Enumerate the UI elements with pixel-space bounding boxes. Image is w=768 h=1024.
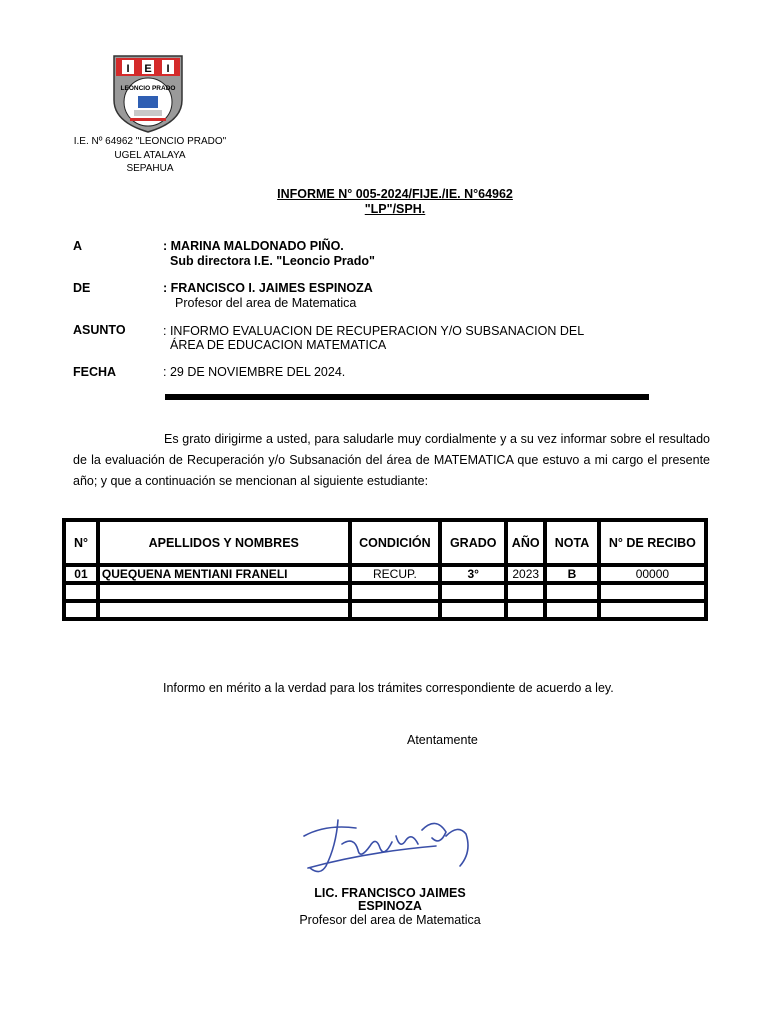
subject-line-2: ÁREA DE EDUCACION MATEMATICA <box>170 338 387 352</box>
ugel-name: UGEL ATALAYA <box>114 150 186 161</box>
subject-line-1: : INFORMO EVALUACION DE RECUPERACION Y/O SUBSANACION DEL <box>163 324 585 338</box>
cell-year: 2023 <box>508 567 543 581</box>
closing-statement: Informo en mérito a la verdad para los trámites correspondiente de acuerdo a ley. <box>163 681 614 695</box>
table-header-row <box>66 522 704 563</box>
cell-number <box>66 585 96 599</box>
from-role: Profesor del area de Matematica <box>175 296 357 310</box>
from-name: : FRANCISCO I. JAIMES ESPINOZA <box>163 281 373 295</box>
cell-condition <box>352 585 439 599</box>
col-header-condition <box>352 522 439 563</box>
report-title: INFORME N° 005-2024/FIJE./IE. N°64962 <box>277 187 513 201</box>
body-paragraph: Es grato dirigirme a usted, para saludarle muy cordialmente y a su vez informar sobre el resultado de la evaluación de Recuperación y/o Subsanación del área de MATEMATICA que estuvo a mi cargo el presente año; y que a continuación se mencionan al siguiente estudiante: <box>73 432 710 488</box>
cell-receipt <box>601 603 704 617</box>
signer-name-line-2: ESPINOZA <box>358 899 422 913</box>
cell-mark: B <box>547 567 597 581</box>
cell-number: 01 <box>66 567 96 581</box>
student-table <box>62 518 708 621</box>
signer-name-line-1: LIC. FRANCISCO JAIMES <box>314 886 466 900</box>
cell-mark <box>547 585 597 599</box>
school-logo <box>108 52 188 134</box>
cell-grade <box>442 603 504 617</box>
cell-mark <box>547 603 597 617</box>
date-label: FECHA <box>73 365 117 379</box>
cell-year <box>508 603 543 617</box>
handwritten-signature <box>296 806 506 880</box>
cell-grade <box>442 585 504 599</box>
col-header-year: AÑO <box>508 522 543 563</box>
col-header-receipt: N° DE RECIBO <box>601 522 704 563</box>
school-name: I.E. Nº 64962 "LEONCIO PRADO" <box>73 136 227 147</box>
svg-text:I: I <box>126 63 130 75</box>
cell-condition <box>352 603 439 617</box>
cell-number <box>66 603 96 617</box>
cell-grade: 3° <box>442 567 504 581</box>
town-name: SEPAHUA <box>126 163 174 174</box>
col-header-names: APELLIDOS Y NOMBRES <box>100 522 348 563</box>
report-title-suffix: "LP"/SPH. <box>364 202 426 216</box>
closing-regards: Atentamente <box>407 733 478 747</box>
cell-student-name: QUEQUENA MENTIANI FRANELI <box>100 567 348 581</box>
svg-text:I: I <box>166 63 170 75</box>
cell-receipt <box>601 585 704 599</box>
col-header-grade-mark: NOTA <box>547 522 597 563</box>
col-header-grade: GRADO <box>442 522 504 563</box>
signer-role: Profesor del area de Matematica <box>299 913 481 927</box>
cell-year <box>508 585 543 599</box>
table-row <box>66 603 704 617</box>
svg-text:LEONCIO PRADO: LEONCIO PRADO <box>120 85 176 92</box>
col-header-number: N° <box>66 522 96 563</box>
subject-label: ASUNTO <box>73 323 126 337</box>
svg-text:E: E <box>144 63 152 75</box>
cell-condition: RECUP. <box>352 567 439 581</box>
table-row <box>66 567 704 581</box>
to-role: Sub directora I.E. "Leoncio Prado" <box>170 254 375 268</box>
separator-rule <box>165 394 649 400</box>
cell-student-name <box>100 603 348 617</box>
col-header-condition-text: CONDICIÓN <box>359 535 431 550</box>
cell-receipt: 00000 <box>601 567 704 581</box>
to-name: : MARINA MALDONADO PIÑO. <box>163 239 344 253</box>
from-label: DE <box>73 281 91 295</box>
cell-student-name <box>100 585 348 599</box>
table-row <box>66 585 704 599</box>
to-label: A <box>73 239 83 253</box>
date-value: : 29 DE NOVIEMBRE DEL 2024. <box>163 365 346 379</box>
